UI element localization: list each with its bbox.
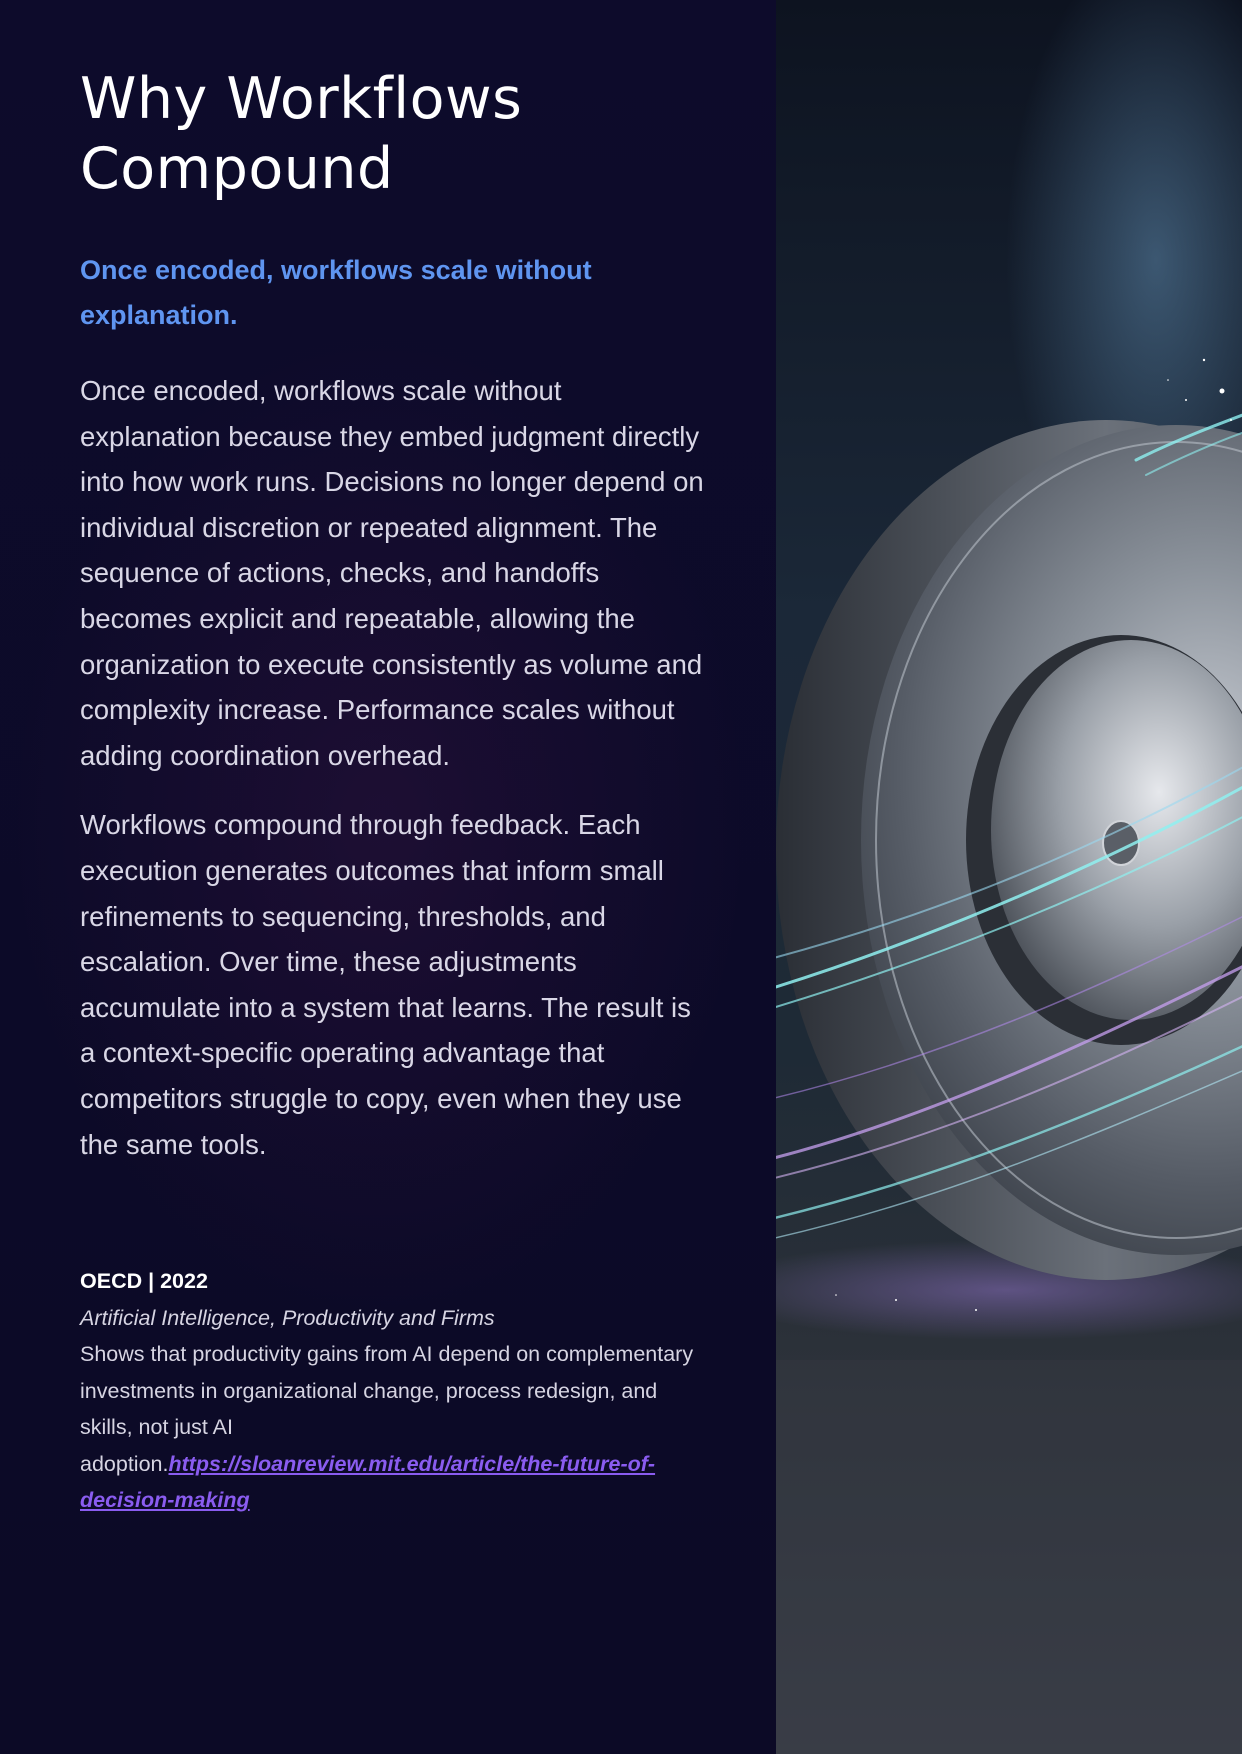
citation-source: OECD | 2022 bbox=[80, 1269, 208, 1294]
citation-block bbox=[80, 1263, 705, 1519]
citation-body bbox=[80, 1336, 705, 1519]
flywheel-illustration bbox=[776, 0, 1242, 1754]
body-paragraph-1: Once encoded, workflows scale without explanation because they embed judgment directly into how work runs. Decisions no longer depend on individual discretion or repeated alignment. The sequence of actions, checks, and handoffs becomes explicit and repeatable, allowing the organization to execute consistently as volume and complexity increase. Performance scales without adding coordination overhead. bbox=[80, 375, 704, 771]
flywheel-image bbox=[776, 0, 1242, 1754]
citation-summary: Shows that productivity gains from AI depend on complementary investments in organizational change, process redesign, and skills, not just AI adoption. bbox=[80, 1342, 694, 1476]
page-title-line-2: Compound bbox=[80, 136, 394, 202]
floor-surface bbox=[776, 1360, 1242, 1754]
page-subtitle: Once encoded, workflows scale without explanation. bbox=[80, 255, 592, 330]
body-paragraph-2: Workflows compound through feedback. Each execution generates outcomes that inform small refinements to sequencing, thresholds, and escalation. Over time, these adjustments accumulate into a system that learns. The result is a context-specific operating advantage that competitors struggle to copy, even when they use the same tools. bbox=[80, 809, 691, 1160]
page-title-line-1: Why Workflows bbox=[80, 66, 523, 132]
page-title bbox=[80, 64, 696, 204]
citation-title: Artificial Intelligence, Productivity and Firms bbox=[80, 1305, 495, 1330]
citation-link[interactable]: https://sloanreview.mit.edu/article/the-future-of-decision-making bbox=[80, 1451, 656, 1513]
